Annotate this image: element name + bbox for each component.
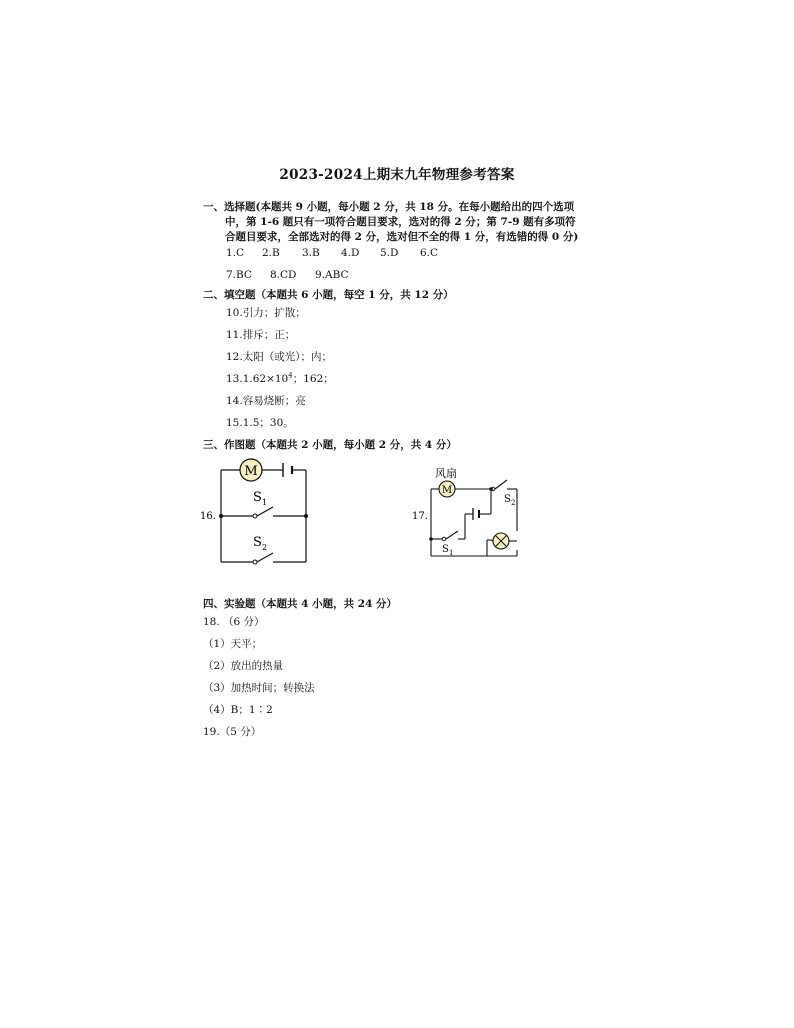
answer-10: 10.引力；扩散； [226, 307, 306, 319]
section-4-heading: 四、实验题（本题共 4 小题，共 24 分） [203, 598, 398, 610]
answer-6: 6.C [420, 247, 439, 259]
switch-s1-label: S [442, 544, 449, 555]
switch-s1-label: S [253, 490, 262, 505]
question-16-label: 16. [200, 511, 216, 522]
junction-dot [489, 487, 493, 491]
answer-13-value: 13.1.62×10 [226, 373, 289, 385]
answer-18-3: （3）加热时间；转换法 [203, 682, 315, 694]
fan-label: 风扇 [435, 467, 457, 480]
answer-4: 4.D [341, 247, 360, 259]
choice-answers-row-1 [226, 247, 438, 259]
answer-1: 1.C [226, 247, 245, 259]
answer-13-exponent: 4 [288, 371, 293, 380]
answer-2: 2.B [262, 247, 280, 259]
answer-5: 5.D [380, 247, 399, 259]
switch-s1-subscript: 1 [262, 498, 268, 507]
answer-13-rest: ；162； [292, 373, 334, 385]
motor-label: M [244, 464, 258, 479]
section-3-heading: 三、作图题（本题共 2 小题，每小题 2 分，共 4 分） [203, 439, 457, 451]
switch-s2-label: S [253, 535, 262, 550]
junction-dot [219, 514, 223, 518]
switch-s1-icon [442, 537, 446, 541]
answer-18-1: （1）天平； [203, 638, 263, 650]
answer-7: 7.BC [226, 269, 252, 281]
switch-s2-subscript: 2 [262, 543, 268, 552]
switch-s2-icon [253, 560, 257, 564]
section-1-heading: 一、选择题(本题共 9 小题，每小题 2 分，共 18 分。在每小题给出的四个选项 [203, 201, 575, 213]
answer-12: 12.太阳（或光）；内； [226, 351, 332, 363]
question-18: 18. （6 分） [203, 616, 265, 628]
answer-15: 15.1.5；30。 [226, 417, 294, 429]
section-1-line-3: 合题目要求，全部选对的得 2 分，选对但不全的得 1 分，有选错的得 0 分) [225, 231, 579, 243]
question-19: 19.（5 分） [203, 726, 262, 738]
switch-s1-subscript: 1 [449, 549, 454, 557]
choice-answers-row-2 [226, 269, 349, 281]
section-1-line-2: 中，第 1-6 题只有一项符合题目要求，选对的得 2 分；第 7-9 题有多项符 [225, 216, 576, 228]
answer-11: 11.排斥；正； [226, 329, 296, 341]
page-title: 2023-2024上期末九年物理参考答案 [279, 167, 515, 183]
switch-s1-icon [253, 514, 257, 518]
answer-18-2: （2）放出的热量 [203, 660, 284, 672]
answer-13 [226, 371, 334, 386]
answer-14: 14.容易烧断；亮 [226, 395, 306, 407]
answer-18-4: （4）B；1∶2 [203, 704, 273, 716]
junction-dot [304, 514, 308, 518]
switch-s2-subscript: 2 [511, 499, 516, 507]
junction-dot [429, 537, 433, 541]
answer-3: 3.B [302, 247, 320, 259]
circuit-diagram-17 [410, 462, 530, 562]
circuit-diagram-16 [195, 455, 320, 570]
answer-9: 9.ABC [315, 269, 349, 281]
answer-8: 8.CD [270, 269, 297, 281]
section-2-heading: 二、填空题（本题共 6 小题，每空 1 分，共 12 分） [203, 289, 454, 301]
question-17-label: 17. [412, 511, 428, 522]
switch-s2-label: S [504, 494, 511, 505]
fan-motor-label: M [441, 485, 453, 496]
